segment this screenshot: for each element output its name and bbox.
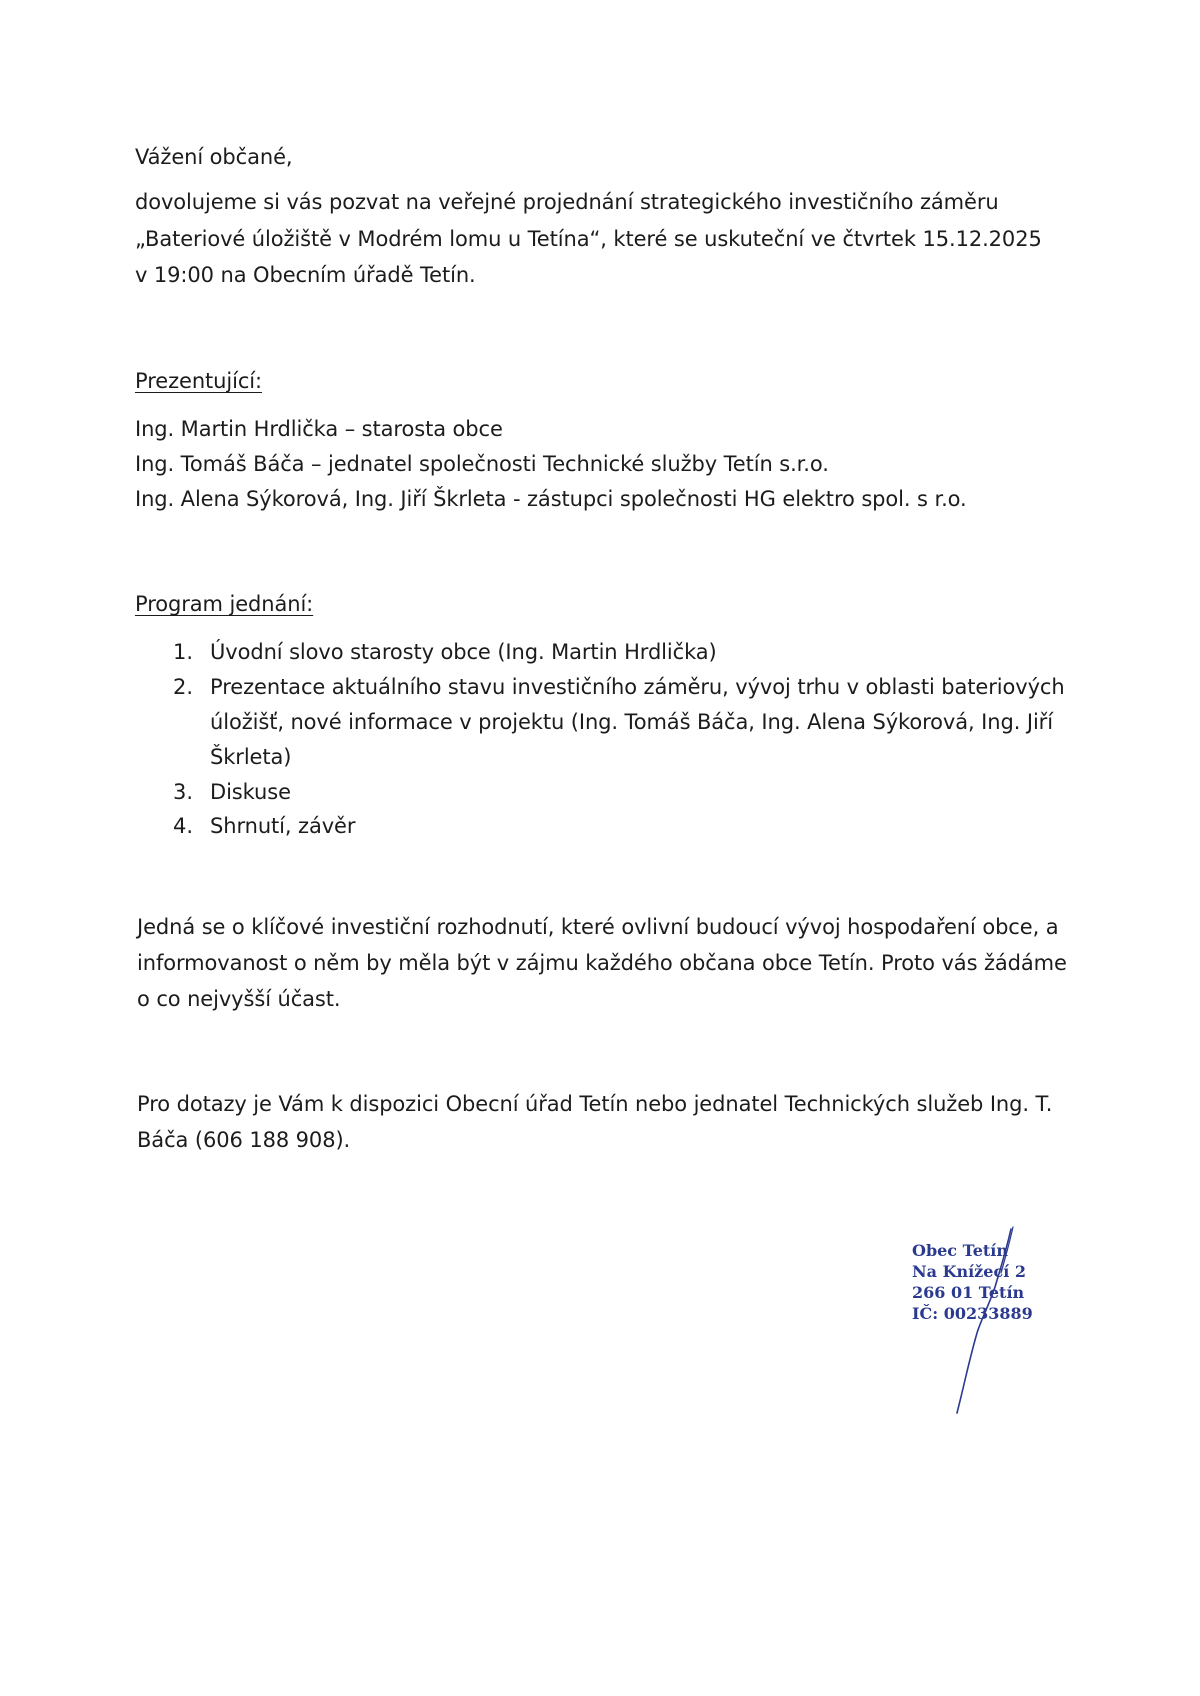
program-item-number: 4. (172, 814, 193, 838)
program-item-text: Škrleta) (210, 745, 292, 769)
presenter-line: Ing. Martin Hrdlička – starosta obce (135, 417, 503, 441)
stamp-line: Obec Tetín (912, 1241, 1008, 1260)
appeal-line: informovanost o něm by měla být v zájmu každého občana obce Tetín. Proto vás žádáme (137, 951, 1067, 975)
program-item-number: 3. (172, 780, 193, 804)
contact-line: Báča (606 188 908). (137, 1128, 351, 1152)
stamp-line: IČ: 00233889 (912, 1304, 1033, 1323)
appeal-line: o co nejvyšší účast. (137, 987, 341, 1011)
program-item-text: úložišť, nové informace v projektu (Ing. Tomáš Báča, Ing. Alena Sýkorová, Ing. Jiří (210, 710, 1053, 734)
program-item-text: Úvodní slovo starosty obce (Ing. Martin Hrdlička) (210, 640, 717, 664)
presenters-heading: Prezentující: (135, 369, 263, 393)
presenter-line: Ing. Tomáš Báča – jednatel společnosti Technické služby Tetín s.r.o. (135, 452, 829, 476)
program-heading: Program jednání: (135, 592, 314, 616)
program-item-text: Prezentace aktuálního stavu investičního záměru, vývoj trhu v oblasti bateriových (210, 675, 1065, 699)
contact-line: Pro dotazy je Vám k dispozici Obecní úřad Tetín nebo jednatel Technických služeb Ing. T. (137, 1092, 1053, 1116)
intro-line: v 19:00 na Obecním úřadě Tetín. (135, 263, 476, 287)
stamp-line: 266 01 Tetín (912, 1283, 1025, 1302)
signature-icon (955, 1225, 1015, 1415)
appeal-line: Jedná se o klíčové investiční rozhodnutí, které ovlivní budoucí vývoj hospodaření obce, a (137, 915, 1059, 939)
program-item-number: 2. (172, 675, 193, 699)
presenter-line: Ing. Alena Sýkorová, Ing. Jiří Škrleta - zástupci společnosti HG elektro spol. s r.o. (135, 487, 967, 511)
intro-line: dovolujeme si vás pozvat na veřejné projednání strategického investičního záměru (135, 190, 999, 214)
salutation: Vážení občané, (135, 145, 293, 169)
program-item-number: 1. (172, 640, 193, 664)
program-item-text: Shrnutí, závěr (210, 814, 356, 838)
stamp-line: Na Knížecí 2 (912, 1262, 1026, 1281)
intro-line: „Bateriové úložiště v Modrém lomu u Tetína“, které se uskuteční ve čtvrtek 15.12.2025 (135, 227, 1042, 251)
program-item-text: Diskuse (210, 780, 291, 804)
